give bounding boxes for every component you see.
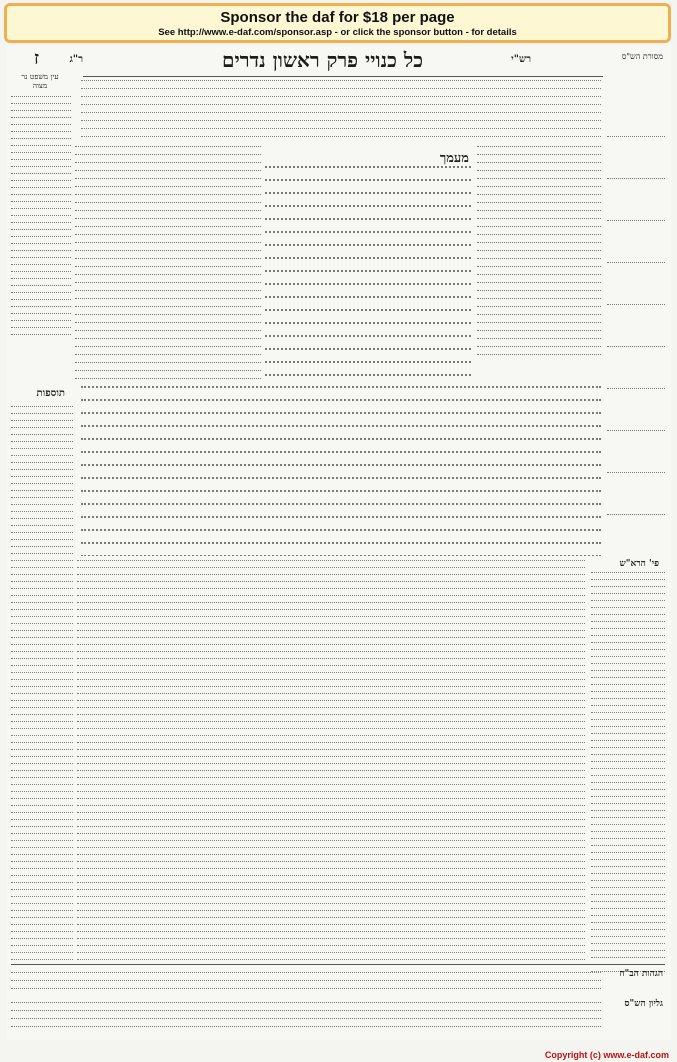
sponsor-title[interactable]: Sponsor the daf for $18 per page (220, 9, 455, 26)
gilyon-hashas-text (11, 1002, 601, 1034)
masoret-hashas-column (607, 136, 665, 536)
gilyon-hashas-heading: גליון הש"ס (624, 999, 663, 1009)
page-number: ר"ג (69, 54, 83, 65)
perek-heading: כל כנויי פרק ראשון נדרים (222, 48, 423, 72)
tosafot-upper-column (75, 146, 261, 386)
lower-commentary-block (77, 560, 585, 960)
ein-mishpat-column (11, 96, 71, 336)
rosh-commentary (591, 572, 665, 972)
bottom-rule (11, 964, 665, 965)
rashi-heading: רש"י (511, 54, 531, 65)
sponsor-subtitle[interactable]: See http://www.e-daf.com/sponsor.asp - or click the sponsor button - for details (158, 27, 517, 38)
hagahot-habach-heading: הגהות הב"ח (619, 969, 663, 979)
tosafot-commentary (11, 406, 73, 966)
gemara-wide-text (81, 386, 601, 556)
masoret-hashas-heading: מסורת הש"ס (621, 52, 663, 61)
sponsor-banner[interactable] (4, 3, 671, 43)
copyright-link[interactable]: Copyright (c) www.e-daf.com (544, 1050, 669, 1060)
rashi-commentary (477, 146, 601, 356)
hagahot-habach-text (11, 972, 601, 996)
gemara-opening-word: מעמך (439, 151, 469, 166)
rashi-top-block (81, 80, 601, 142)
talmud-page (6, 46, 671, 1040)
header-rule (83, 76, 603, 77)
tosafot-heading: תוספות (36, 388, 65, 399)
rosh-heading: פי' הרא"ש (619, 559, 659, 569)
gemara-text (265, 166, 471, 386)
daf-number: ז (33, 48, 39, 69)
ein-mishpat-heading: עין משפט נר מצוה (21, 72, 59, 90)
